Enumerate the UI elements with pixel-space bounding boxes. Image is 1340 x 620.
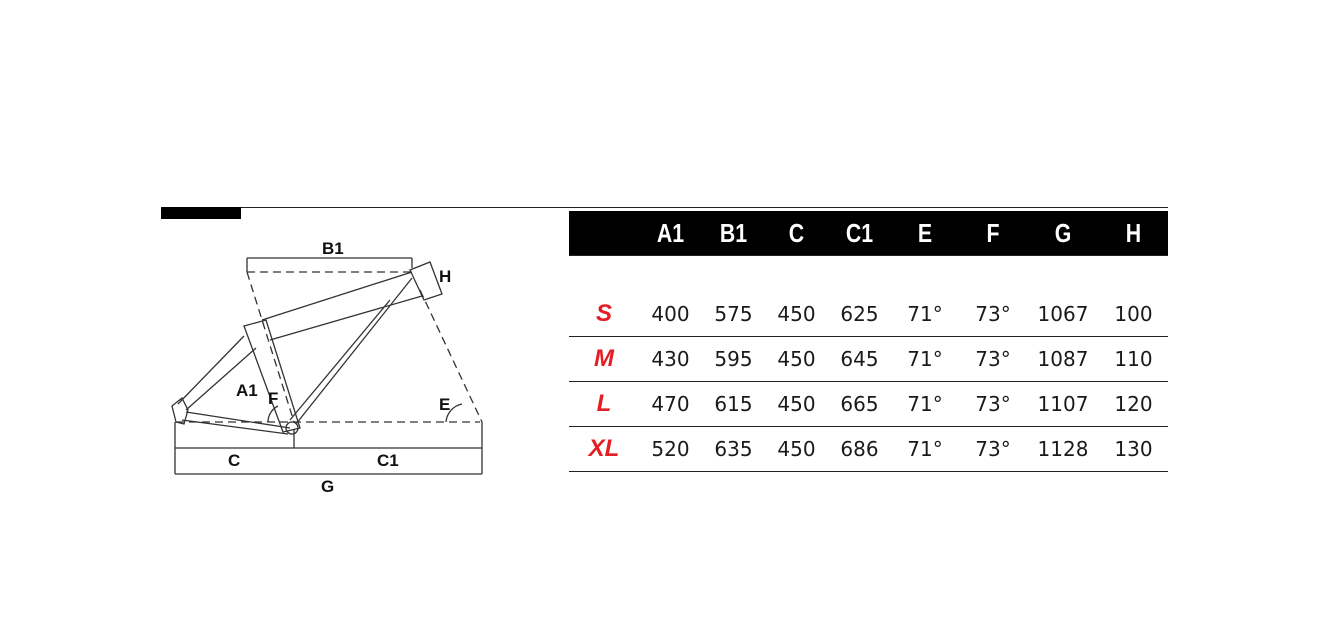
size-label: XL [569,427,639,472]
table-cell: 71° [891,382,959,427]
label-g: G [321,477,335,496]
table-cell: 520 [639,427,702,472]
column-header-f: F [965,211,1021,256]
size-label: S [569,292,639,337]
table-cell: 73° [959,292,1027,337]
table-cell: 71° [891,292,959,337]
column-header-g: G [1033,211,1092,256]
table-cell: 625 [828,292,891,337]
table-cell: 130 [1099,427,1168,472]
table-cell: 470 [639,382,702,427]
column-header-a1: A1 [645,211,697,256]
top-rule [161,207,1168,208]
label-h: H [439,267,452,286]
table-cell: 450 [765,382,828,427]
column-header-e: E [897,211,953,256]
column-header-h: H [1105,211,1162,256]
frame-geometry-diagram [160,228,560,508]
table-cell: 73° [959,427,1027,472]
table-cell: 71° [891,427,959,472]
label-c: C [228,451,241,470]
table-cell: 645 [828,337,891,382]
table-cell: 430 [639,337,702,382]
table-cell: 635 [702,427,765,472]
table-row [569,382,1168,427]
table-cell: 1107 [1027,382,1099,427]
table-cell: 1128 [1027,427,1099,472]
table-row [569,292,1168,337]
table-cell: 575 [702,292,765,337]
table-cell: 595 [702,337,765,382]
size-label: L [569,382,639,427]
geometry-table [569,211,1168,472]
table-cell: 100 [1099,292,1168,337]
table-cell: 450 [765,427,828,472]
label-a1: A1 [236,381,258,400]
table-cell: 1087 [1027,337,1099,382]
label-c1: C1 [377,451,399,470]
column-header-c1: C1 [834,211,886,256]
table-cell: 450 [765,292,828,337]
column-header-b1: B1 [708,211,760,256]
table-cell: 110 [1099,337,1168,382]
table-cell: 120 [1099,382,1168,427]
label-f: F [268,389,279,408]
table-row [569,427,1168,472]
table-cell: 615 [702,382,765,427]
table-cell: 665 [828,382,891,427]
table-header-row [569,211,1168,256]
table-cell: 400 [639,292,702,337]
table-cell: 686 [828,427,891,472]
size-label: M [569,337,639,382]
table-cell: 73° [959,382,1027,427]
label-e: E [439,395,451,414]
table-cell: 450 [765,337,828,382]
table-cell: 73° [959,337,1027,382]
table-cell: 71° [891,337,959,382]
header-spacer [569,256,1168,293]
table-row [569,337,1168,382]
table-cell: 1067 [1027,292,1099,337]
label-b1: B1 [322,239,344,258]
section-tab [161,207,241,219]
column-header-c: C [771,211,823,256]
column-header-size [575,211,632,256]
